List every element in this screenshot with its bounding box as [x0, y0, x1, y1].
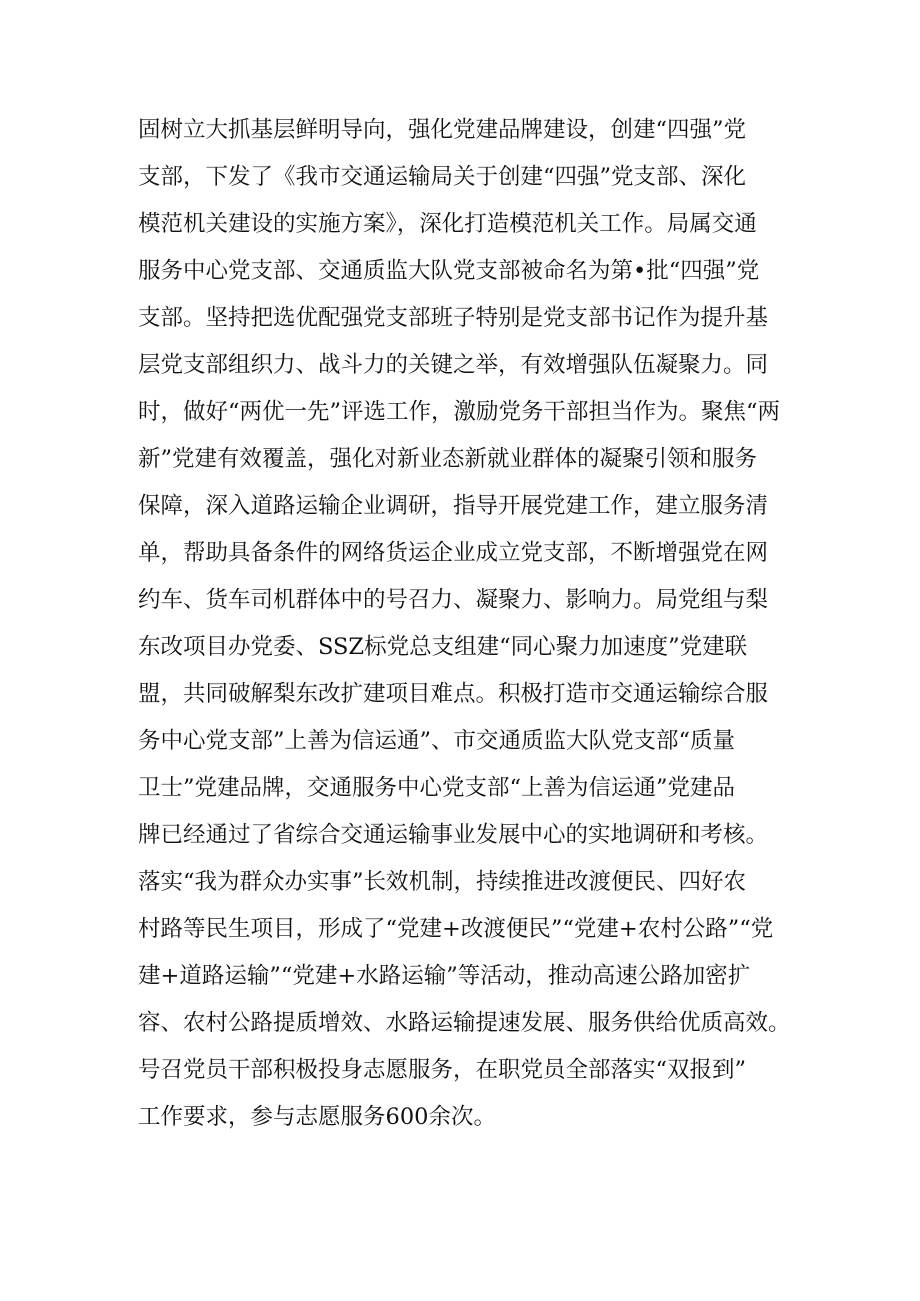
text-line: 支部。坚持把选优配强党支部班子特别是党支部书记作为提升基 [138, 305, 769, 331]
text-line: 建+道路运输”“党建+水路运输”等活动，推动高速公路加密扩 [138, 963, 751, 989]
text-line: 卫士”党建品牌，交通服务中心党支部“上善为信运通”党建品 [138, 775, 736, 801]
text-line: 号召党员干部积极投身志愿服务，在职党员全部落实“双报到” [138, 1057, 747, 1083]
text-line: 保障，深入道路运输企业调研，指导开展党建工作，建立服务清 [138, 493, 769, 519]
text-line: 模范机关建设的实施方案》，深化打造模范机关工作。局属交通 [138, 211, 757, 237]
text-line: 容、农村公路提质增效、水路运输提速发展、服务供给优质高效。 [138, 1010, 791, 1036]
text-line: 新”党建有效覆盖，强化对新业态新就业群体的凝聚引领和服务 [138, 446, 758, 472]
text-line: 东改项目办党委、SSZ标党总支组建“同心聚力加速度”党建联 [138, 634, 748, 660]
text-line: 务中心党支部”上善为信运通”、市交通质监大队党支部“质量 [138, 728, 736, 754]
text-line: 工作要求，参与志愿服务600余次。 [138, 1104, 496, 1130]
text-line: 单，帮助具备条件的网络货运企业成立党支部，不断增强党在网 [138, 540, 769, 566]
text-line: 盟，共同破解梨东改扩建项目难点。积极打造市交通运输综合服 [138, 681, 769, 707]
text-line: 层党支部组织力、战斗力的关键之举，有效增强队伍凝聚力。同 [138, 352, 769, 378]
text-line: 约车、货车司机群体中的号召力、凝聚力、影响力。局党组与梨 [138, 587, 769, 613]
text-line: 时，做好“两优一先”评选工作，激励党务干部担当作为。聚焦“两 [138, 399, 781, 425]
text-line: 固树立大抓基层鲜明导向，强化党建品牌建设，创建“四强”党 [138, 117, 747, 143]
text-line: 支部，下发了《我市交通运输局关于创建“四强”党支部、深化 [138, 164, 747, 190]
body-paragraph [138, 107, 818, 1141]
text-line: 牌已经通过了省综合交通运输事业发展中心的实地调研和考核。 [138, 822, 769, 848]
text-line: 服务中心党支部、交通质监大队党支部被命名为第•批“四强”党 [138, 258, 760, 284]
text-line: 落实“我为群众办实事”长效机制，持续推进改渡便民、四好农 [138, 869, 747, 895]
text-line: 村路等民生项目，形成了“党建+改渡便民”“党建+农村公路”“党 [138, 916, 774, 942]
